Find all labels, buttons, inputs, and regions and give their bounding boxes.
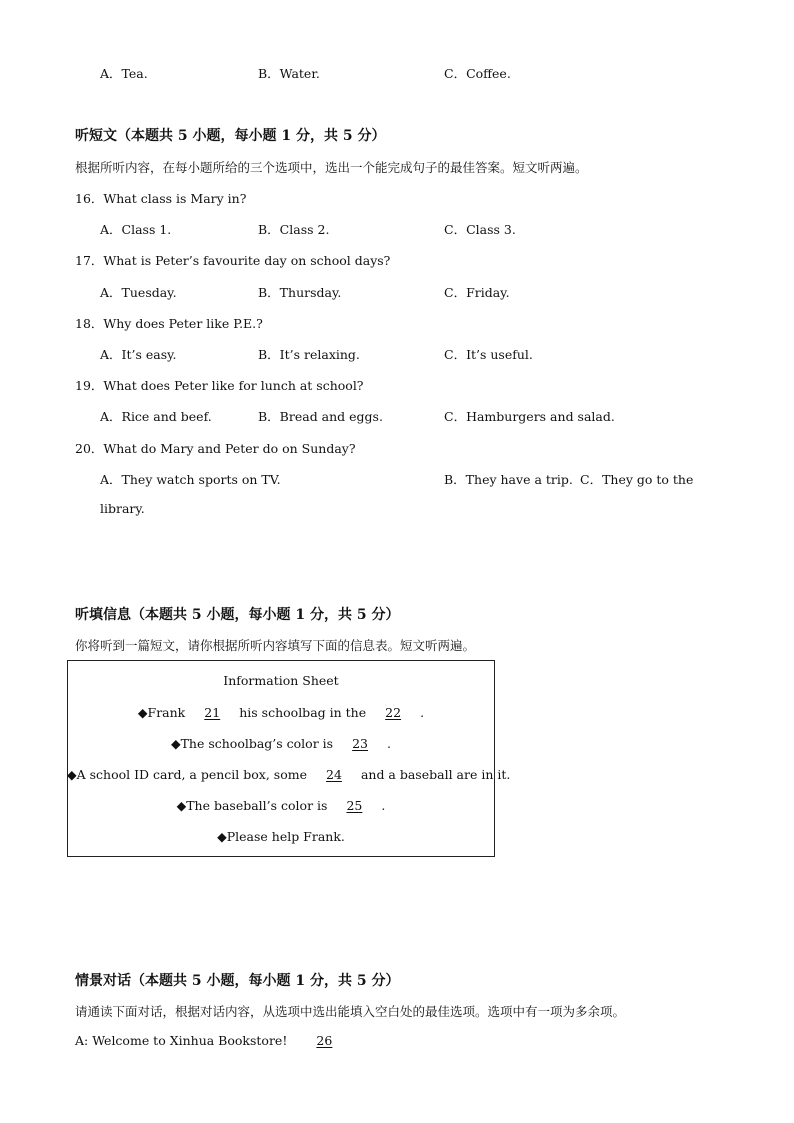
information-sheet-title: Information Sheet <box>223 673 339 688</box>
question-18: 18．Why does Peter like P.E.? <box>75 316 263 331</box>
information-sheet-box <box>67 660 495 857</box>
info-line-4-post: . <box>381 798 386 813</box>
section-title-passage: 听短文（本题共 5 小题，每小题 1 分，共 5 分） <box>75 128 386 144</box>
question-16-option-b: B．Class 2. <box>258 222 330 237</box>
info-line-3-post: and a baseball are in it. <box>360 767 511 782</box>
info-line-1-mid: his schoolbag in the <box>239 705 367 720</box>
option-a: A．Tea. <box>100 66 148 81</box>
question-19-option-a: A．Rice and beef. <box>100 409 212 424</box>
info-line-1-pre: ◆Frank <box>137 705 186 720</box>
question-20: 20．What do Mary and Peter do on Sunday? <box>75 441 356 456</box>
option-c: C．Coffee. <box>444 66 511 81</box>
blank-23[interactable]: 23 <box>352 736 369 751</box>
info-line-2-pre: ◆The schoolbag’s color is <box>170 736 334 751</box>
info-line-4 <box>67 798 495 813</box>
dialogue-line-a-text: A: Welcome to Xinhua Bookstore! <box>75 1033 288 1048</box>
question-17: 17．What is Peter’s favourite day on school days? <box>75 253 391 268</box>
info-line-2 <box>67 736 495 751</box>
question-20-option-a: A．They watch sports on TV. <box>100 472 281 487</box>
question-17-option-b: B．Thursday. <box>258 285 342 300</box>
question-20-option-b: B．They have a trip. <box>444 472 573 487</box>
info-line-2-post: . <box>387 736 392 751</box>
question-19: 19．What does Peter like for lunch at school? <box>75 378 364 393</box>
info-line-3 <box>67 767 511 782</box>
section-instruction-passage: 根据所听内容，在每小题所给的三个选项中，选出一个能完成句子的最佳答案。短文听两遍。 <box>75 160 588 175</box>
section-instruction-info: 你将听到一篇短文，请你根据所听内容填写下面的信息表。短文听两遍。 <box>75 638 476 653</box>
question-20-option-c: C．They go to the <box>580 472 694 487</box>
section-instruction-dialogue: 请通读下面对话，根据对话内容，从选项中选出能填入空白处的最佳选项。选项中有一项为多余项。 <box>75 1004 626 1019</box>
question-18-option-b: B．It’s relaxing. <box>258 347 360 362</box>
dialogue-line-a <box>75 1033 353 1048</box>
info-line-1-post: . <box>420 705 425 720</box>
question-16: 16．What class is Mary in? <box>75 191 247 206</box>
question-16-option-a: A．Class 1. <box>100 222 172 237</box>
question-20-option-c-continued: library. <box>100 501 145 516</box>
blank-24[interactable]: 24 <box>326 767 342 782</box>
info-line-3-pre: ◆A school ID card, a pencil box, some <box>67 767 307 782</box>
blank-22[interactable]: 22 <box>385 705 402 720</box>
question-18-option-a: A．It’s easy. <box>100 347 177 362</box>
question-18-option-c: C．It’s useful. <box>444 347 533 362</box>
question-19-option-c: C．Hamburgers and salad. <box>444 409 615 424</box>
question-17-option-c: C．Friday. <box>444 285 510 300</box>
blank-25[interactable]: 25 <box>346 798 363 813</box>
blank-26[interactable]: 26 <box>316 1033 333 1048</box>
info-line-1 <box>67 705 495 720</box>
info-line-4-pre: ◆The baseball’s color is <box>176 798 328 813</box>
section-title-info: 听填信息（本题共 5 小题，每小题 1 分，共 5 分） <box>75 607 400 623</box>
info-line-5: ◆Please help Frank. <box>217 829 345 844</box>
section-title-dialogue: 情景对话（本题共 5 小题，每小题 1 分，共 5 分） <box>75 973 400 989</box>
question-17-option-a: A．Tuesday. <box>100 285 177 300</box>
option-b: B．Water. <box>258 66 320 81</box>
question-16-option-c: C．Class 3. <box>444 222 516 237</box>
blank-21[interactable]: 21 <box>204 705 221 720</box>
question-19-option-b: B．Bread and eggs. <box>258 409 383 424</box>
